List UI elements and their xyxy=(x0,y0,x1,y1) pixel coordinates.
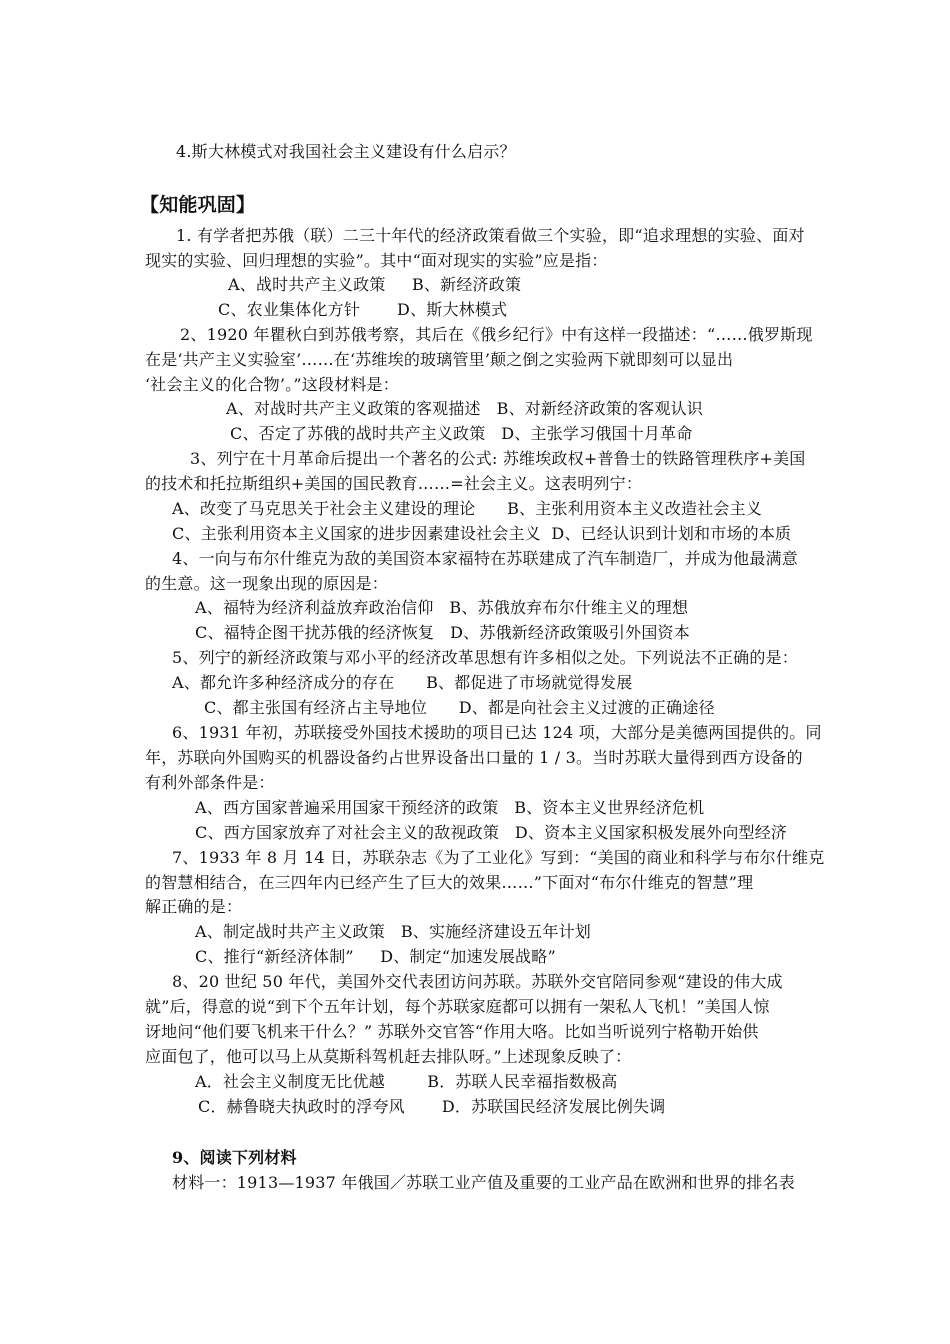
text-line: A、对战时共产主义政策的客观描述 B、对新经济政策的客观认识 xyxy=(226,399,703,418)
text-line: 7、1933 年 8 月 14 日，苏联杂志《为了工业化》写到：“美国的商业和科学与布尔什维克 xyxy=(172,848,825,867)
text-line: 年，苏联向外国购买的机器设备约占世界设备出口量的 1 / 3。当时苏联大量得到西方设备的 xyxy=(145,748,803,767)
text-line: ‘社会主义的化合物’。”这段材料是： xyxy=(145,375,399,394)
text-line: A、都允许多种经济成分的存在 B、都促进了市场就觉得发展 xyxy=(172,673,633,692)
text-line: C、农业集体化方针 D、斯大林模式 xyxy=(218,300,508,319)
text-line: 在是‘共产主义实验室’……在‘苏维埃的玻璃管里’颠之倒之实验两下就即刻可以显出 xyxy=(145,350,734,369)
text-line: 应面包了，他可以马上从莫斯科驾机赶去排队呀。”上述现象反映了： xyxy=(145,1047,632,1066)
text-line: C、推行“新经济体制” D、制定“加速发展战略” xyxy=(195,947,556,966)
text-line: 2、1920 年瞿秋白到苏俄考察，其后在《俄乡纪行》中有这样一段描述：“……俄罗斯现 xyxy=(180,325,813,344)
text-line: 有利外部条件是： xyxy=(145,773,275,792)
text-line: 材料一：1913—1937 年俄国／苏联工业产值及重要的工业产品在欧洲和世界的排名表 xyxy=(172,1173,795,1192)
text-line: 解正确的是： xyxy=(145,897,243,916)
text-line: 的智慧相结合，在三四年内已经产生了巨大的效果……”下面对“布尔什维克的智慧”理 xyxy=(145,873,754,892)
text-line: C、福特企图干扰苏俄的经济恢复 D、苏俄新经济政策吸引外国资本 xyxy=(195,623,690,642)
text-line: A．社会主义制度无比优越 B．苏联人民幸福指数极高 xyxy=(195,1072,618,1091)
text-line: A、制定战时共产主义政策 B、实施经济建设五年计划 xyxy=(195,922,591,941)
text-line: C、都主张国有经济占主导地位 D、都是向社会主义过渡的正确途径 xyxy=(204,698,715,717)
section-heading: 【知能巩固】 xyxy=(140,194,256,216)
text-line: 3、列宁在十月革命后提出一个著名的公式: 苏维埃政权+普鲁士的铁路管理秩序+美国 xyxy=(190,449,806,468)
text-line: C、西方国家放弃了对社会主义的敌视政策 D、资本主义国家积极发展外向型经济 xyxy=(195,823,788,842)
text-line: 5、列宁的新经济政策与邓小平的经济改革思想有许多相似之处。下列说法不正确的是： xyxy=(172,648,798,667)
text-line: A、改变了马克思关于社会主义建设的理论 B、主张利用资本主义改造社会主义 xyxy=(172,499,763,518)
text-line: A、福特为经济利益放弃政治信仰 B、苏俄放弃布尔什维主义的理想 xyxy=(195,598,689,617)
text-line: 4.斯大林模式对我国社会主义建设有什么启示？ xyxy=(176,142,516,161)
text-line: 的生意。这一现象出现的原因是： xyxy=(145,574,389,593)
text-line: 1. 有学者把苏俄（联）二三十年代的经济政策看做三个实验，即“追求理想的实验、面对 xyxy=(176,226,805,245)
text-line: A、西方国家普遍采用国家干预经济的政策 B、资本主义世界经济危机 xyxy=(195,798,705,817)
text-line: 4、一向与布尔什维克为敌的美国资本家福特在苏联建成了汽车制造厂，并成为他最满意 xyxy=(172,549,798,568)
text-line: 讶地问“他们要飞机来干什么？” 苏联外交官答“作用大咯。比如当听说列宁格勒开始供 xyxy=(145,1022,759,1041)
text-line: 就”后，得意的说“到下个五年计划，每个苏联家庭都可以拥有一架私人飞机！”美国人惊 xyxy=(145,997,770,1016)
text-line: 8、20 世纪 50 年代，美国外交代表团访问苏联。苏联外交官陪同参观“建设的伟大成 xyxy=(172,972,783,991)
text-line: 的技术和托拉斯组织+美国的国民教育……=社会主义。这表明列宁： xyxy=(145,474,643,493)
text-line: 9、阅读下列材料 xyxy=(172,1148,297,1167)
text-line: 现实的实验、回归理想的实验”。其中“面对现实的实验”应是指： xyxy=(145,251,608,270)
text-line: C、否定了苏俄的战时共产主义政策 D、主张学习俄国十月革命 xyxy=(230,424,693,443)
text-line: C、主张利用资本主义国家的进步因素建设社会主义 D、已经认识到计划和市场的本质 xyxy=(172,524,792,543)
text-line: 6、1931 年初，苏联接受外国技术援助的项目已达 124 项，大部分是美德两国提供的。同 xyxy=(172,723,822,742)
text-line: A、战时共产主义政策 B、新经济政策 xyxy=(228,275,522,294)
text-line: C．赫鲁晓夫执政时的浮夸风 D．苏联国民经济发展比例失调 xyxy=(198,1097,666,1116)
